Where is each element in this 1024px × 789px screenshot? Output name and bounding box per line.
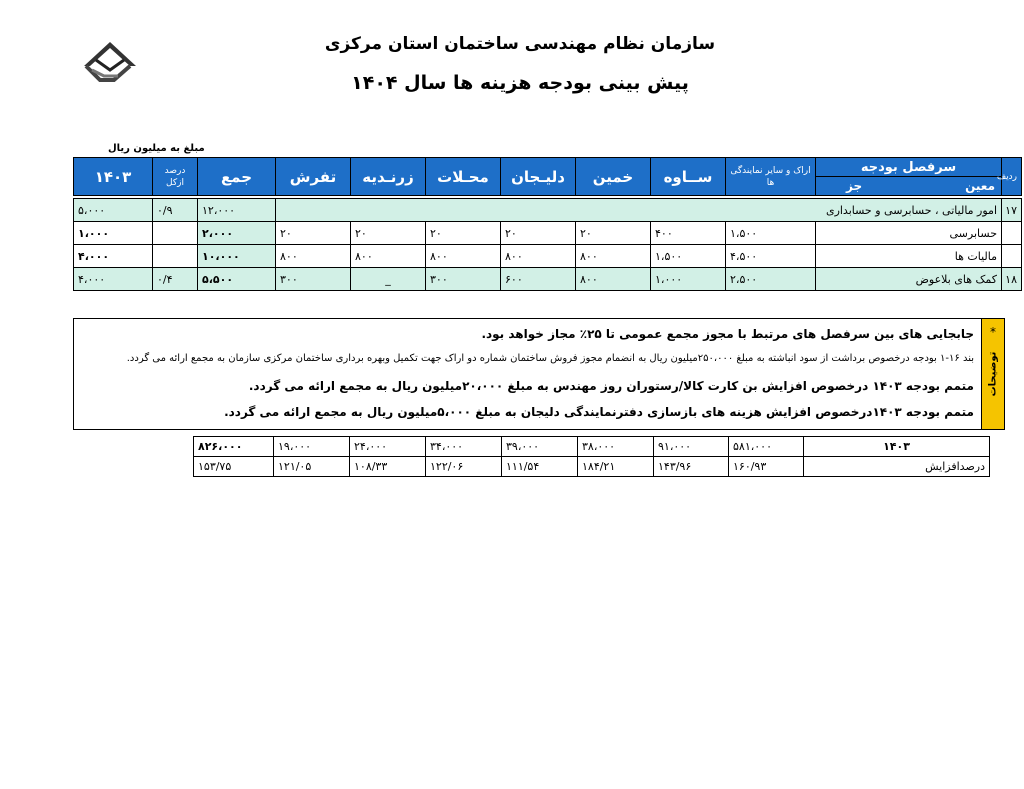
summary-total: ۸۲۶،۰۰۰ <box>194 437 274 457</box>
row-label: امور مالیاتی ، حسابرسی و حسابداری <box>276 199 1002 222</box>
notes-title: توضیحات <box>987 351 999 397</box>
row-percent: ۰/۹ <box>153 199 198 222</box>
row-khomein: ۸۰۰ <box>576 245 651 268</box>
notes-side-label <box>981 319 1004 429</box>
row-tafresh: ۲۰ <box>276 222 351 245</box>
row-1403: ۱،۰۰۰ <box>74 222 153 245</box>
header-arak: اراک و سایر نمایندگی ها <box>726 158 816 196</box>
table-header-row <box>74 158 1022 177</box>
header-percent: درصد ازکل <box>153 158 198 196</box>
page-subtitle: پیش بینی بودجه هزینه ها سال ۱۴۰۴ <box>351 72 689 94</box>
header-tafresh: تفرش <box>276 158 351 196</box>
summary-tafresh: ۱۹،۰۰۰ <box>274 437 350 457</box>
row-zarandieh: ۸۰۰ <box>351 245 426 268</box>
summary-zarandieh: ۲۴،۰۰۰ <box>350 437 426 457</box>
header-total: جمع <box>198 158 276 196</box>
summary-mahallat: ۳۴،۰۰۰ <box>426 437 502 457</box>
note-line-1: جابجایی های بین سرفصل های مرتبط با مجوز مجمع عمومی تا ۲۵٪ مجاز خواهد بود. <box>481 327 974 341</box>
row-arak: ۲،۵۰۰ <box>726 268 816 291</box>
row-1403: ۴،۰۰۰ <box>74 268 153 291</box>
row-khomein: ۸۰۰ <box>576 268 651 291</box>
summary-tafresh: ۱۲۱/۰۵ <box>274 457 350 477</box>
row-no: ۱۸ <box>1002 268 1022 291</box>
row-tafresh: ۳۰۰ <box>276 268 351 291</box>
summary-khomein: ۳۸،۰۰۰ <box>578 437 654 457</box>
header-row-no: ردیف <box>1002 158 1022 196</box>
organization-logo-icon <box>80 36 140 86</box>
header-khomein: خمین <box>576 158 651 196</box>
row-total: ۵،۵۰۰ <box>198 268 276 291</box>
summary-saveh: ۱۴۳/۹۶ <box>654 457 729 477</box>
note-line-4: متمم بودجه ۱۴۰۳درخصوص افزایش هزینه های بازسازی دفترنمایندگی دلیجان به مبلغ ۵،۰۰۰میلیون ریال به مجمع ارائه می گردد. <box>224 405 974 419</box>
header-zarandieh: زرنـدیه <box>351 158 426 196</box>
note-line-3: متمم بودجه ۱۴۰۳ درخصوص افزایش بن کارت کالا/رستوران روز مهندس به مبلغ ۲۰،۰۰۰میلیون ریال به مجمع ارائه می گردد. <box>248 379 974 393</box>
summary-delijan: ۳۹،۰۰۰ <box>502 437 578 457</box>
row-total: ۱۲،۰۰۰ <box>198 199 276 222</box>
row-label: حسابرسی <box>816 222 1002 245</box>
summary-label: درصدافزایش <box>804 457 990 477</box>
row-delijan: ۲۰ <box>501 222 576 245</box>
header-moin-joz <box>816 177 1002 196</box>
header-mahallat: محـلات <box>426 158 501 196</box>
header-saveh: ســاوه <box>651 158 726 196</box>
summary-label: ۱۴۰۳ <box>804 437 990 457</box>
row-mahallat: ۲۰ <box>426 222 501 245</box>
row-percent <box>153 222 198 245</box>
summary-khomein: ۱۸۴/۲۱ <box>578 457 654 477</box>
row-saveh: ۱،۰۰۰ <box>651 268 726 291</box>
row-total: ۲،۰۰۰ <box>198 222 276 245</box>
table-row <box>74 268 1022 291</box>
header-moin: معین <box>965 179 995 193</box>
summary-mahallat: ۱۲۲/۰۶ <box>426 457 502 477</box>
row-mahallat: ۳۰۰ <box>426 268 501 291</box>
header-delijan: دلیـجان <box>501 158 576 196</box>
table-row <box>74 245 1022 268</box>
row-saveh: ۴۰۰ <box>651 222 726 245</box>
row-total: ۱۰،۰۰۰ <box>198 245 276 268</box>
row-percent <box>153 245 198 268</box>
summary-table <box>193 436 990 477</box>
row-label: کمک های بلاعوض <box>816 268 1002 291</box>
row-1403: ۴،۰۰۰ <box>74 245 153 268</box>
row-saveh: ۱،۵۰۰ <box>651 245 726 268</box>
note-line-2: بند ۱۶-۱ بودجه درخصوص برداشت از سود انباشته به مبلغ ۲۵۰،۰۰۰میلیون ریال به انضمام مجوز فروش ساختمان شماره دو اراک جهت تکمیل وبهره برداری ساختمان مرکزی سازمان به مجمع ارائه می گردد. <box>126 353 974 364</box>
summary-arak: ۱۶۰/۹۳ <box>729 457 804 477</box>
row-zarandieh: _ <box>351 268 426 291</box>
header-budget-head: سرفصل بودجه <box>816 158 1002 177</box>
row-percent: ۰/۴ <box>153 268 198 291</box>
notes-box <box>73 318 1005 430</box>
row-no: ۱۷ <box>1002 199 1022 222</box>
summary-row <box>194 457 990 477</box>
row-arak: ۴،۵۰۰ <box>726 245 816 268</box>
summary-row <box>194 437 990 457</box>
star-icon: * <box>990 325 996 339</box>
summary-saveh: ۹۱،۰۰۰ <box>654 437 729 457</box>
page-title: سازمان نظام مهندسی ساختمان استان مرکزی <box>324 34 716 54</box>
header-1403: ۱۴۰۳ <box>74 158 153 196</box>
summary-zarandieh: ۱۰۸/۳۳ <box>350 457 426 477</box>
summary-delijan: ۱۱۱/۵۴ <box>502 457 578 477</box>
row-mahallat: ۸۰۰ <box>426 245 501 268</box>
row-1403: ۵،۰۰۰ <box>74 199 153 222</box>
row-arak: ۱،۵۰۰ <box>726 222 816 245</box>
unit-note: مبلغ به میلیون ریال <box>108 143 205 154</box>
row-delijan: ۶۰۰ <box>501 268 576 291</box>
summary-arak: ۵۸۱،۰۰۰ <box>729 437 804 457</box>
summary-total: ۱۵۳/۷۵ <box>194 457 274 477</box>
table-row <box>74 222 1022 245</box>
row-tafresh: ۸۰۰ <box>276 245 351 268</box>
row-zarandieh: ۲۰ <box>351 222 426 245</box>
row-delijan: ۸۰۰ <box>501 245 576 268</box>
row-label: مالیات ها <box>816 245 1002 268</box>
budget-table <box>73 157 1022 291</box>
table-row <box>74 199 1022 222</box>
header-joz: جز <box>846 179 863 193</box>
row-khomein: ۲۰ <box>576 222 651 245</box>
